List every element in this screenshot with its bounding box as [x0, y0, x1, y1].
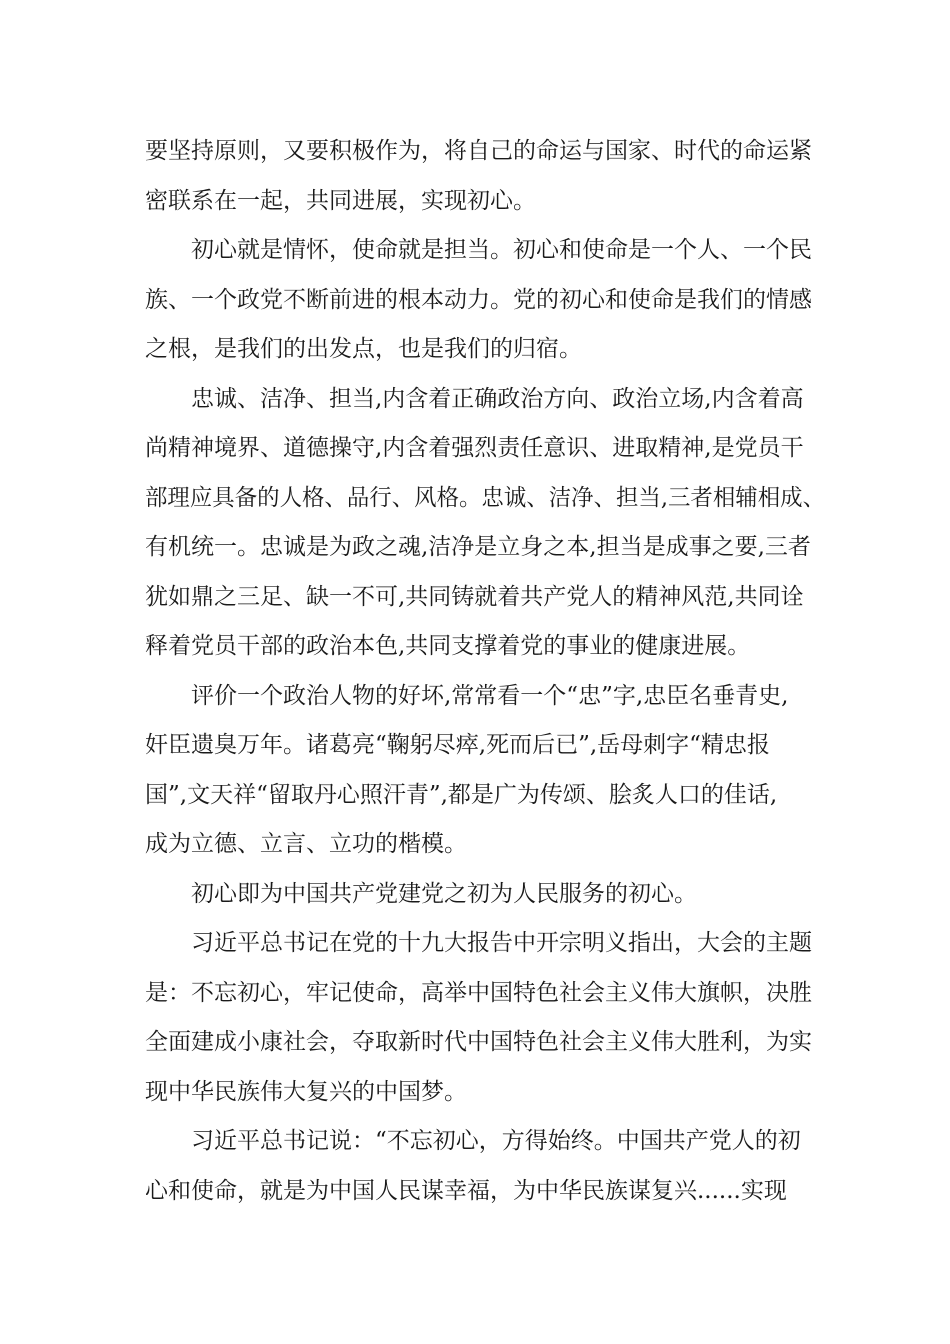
text-line: 犹如鼎之三足、缺一不可,共同铸就着共产党人的精神风范,共同诠: [145, 583, 804, 610]
text-line: 全面建成小康社会，夺取新时代中国特色社会主义伟大胜利，为实: [145, 1029, 812, 1055]
text-line: 密联系在一起，共同进展，实现初心。: [145, 187, 536, 214]
text-line: 成为立德、立言、立功的楷模。: [145, 831, 467, 857]
text-line: 习近平总书记在党的十九大报告中开宗明义指出，大会的主题: [191, 930, 812, 956]
text-line: 习近平总书记说：“不忘初心，方得始终。中国共产党人的初: [191, 1128, 801, 1154]
text-line: 之根，是我们的出发点，也是我们的归宿。: [145, 336, 582, 362]
text-line: 是：不忘初心，牢记使命，高举中国特色社会主义伟大旗帜，决胜: [145, 979, 812, 1006]
text-line: 忠诚、洁净、担当,内含着正确政治方向、政治立场,内含着高: [191, 385, 804, 412]
text-line: 要坚持原则，又要积极作为，将自己的命运与国家、时代的命运紧: [145, 138, 812, 164]
text-line: 有机统一。忠诚是为政之魂,洁净是立身之本,担当是成事之要,三者: [145, 534, 811, 560]
text-line: 国”,文天祥“留取丹心照汗青”,都是广为传颂、脍炙人口的佳话,: [145, 781, 778, 808]
text-line: 族、一个政党不断前进的根本动力。党的初心和使命是我们的情感: [145, 286, 812, 313]
text-line: 现中华民族伟大复兴的中国梦。: [145, 1078, 467, 1105]
document-body: [145, 127, 825, 1216]
text-line: 初心就是情怀，使命就是担当。初心和使命是一个人、一个民: [191, 237, 812, 263]
text-line: 尚精神境界、道德操守,内含着强烈责任意识、进取精神,是党员干: [145, 435, 804, 461]
text-line: 奸臣遗臭万年。诸葛亮“鞠躬尽瘁,死而后已”,岳母刺字“精忠报: [145, 732, 770, 758]
text-line: 释着党员干部的政治本色,共同支撑着党的事业的健康进展。: [145, 633, 751, 659]
text-line: 心和使命，就是为中国人民谋幸福，为中华民族谋复兴......实现: [145, 1177, 787, 1204]
text-line: 部理应具备的人格、品行、风格。忠诚、洁净、担当,三者相辅相成、: [145, 484, 825, 511]
text-line: 初心即为中国共产党建党之初为人民服务的初心。: [191, 880, 697, 907]
text-line: 评价一个政治人物的好坏,常常看一个“忠”字,忠臣名垂青史,: [191, 682, 789, 709]
